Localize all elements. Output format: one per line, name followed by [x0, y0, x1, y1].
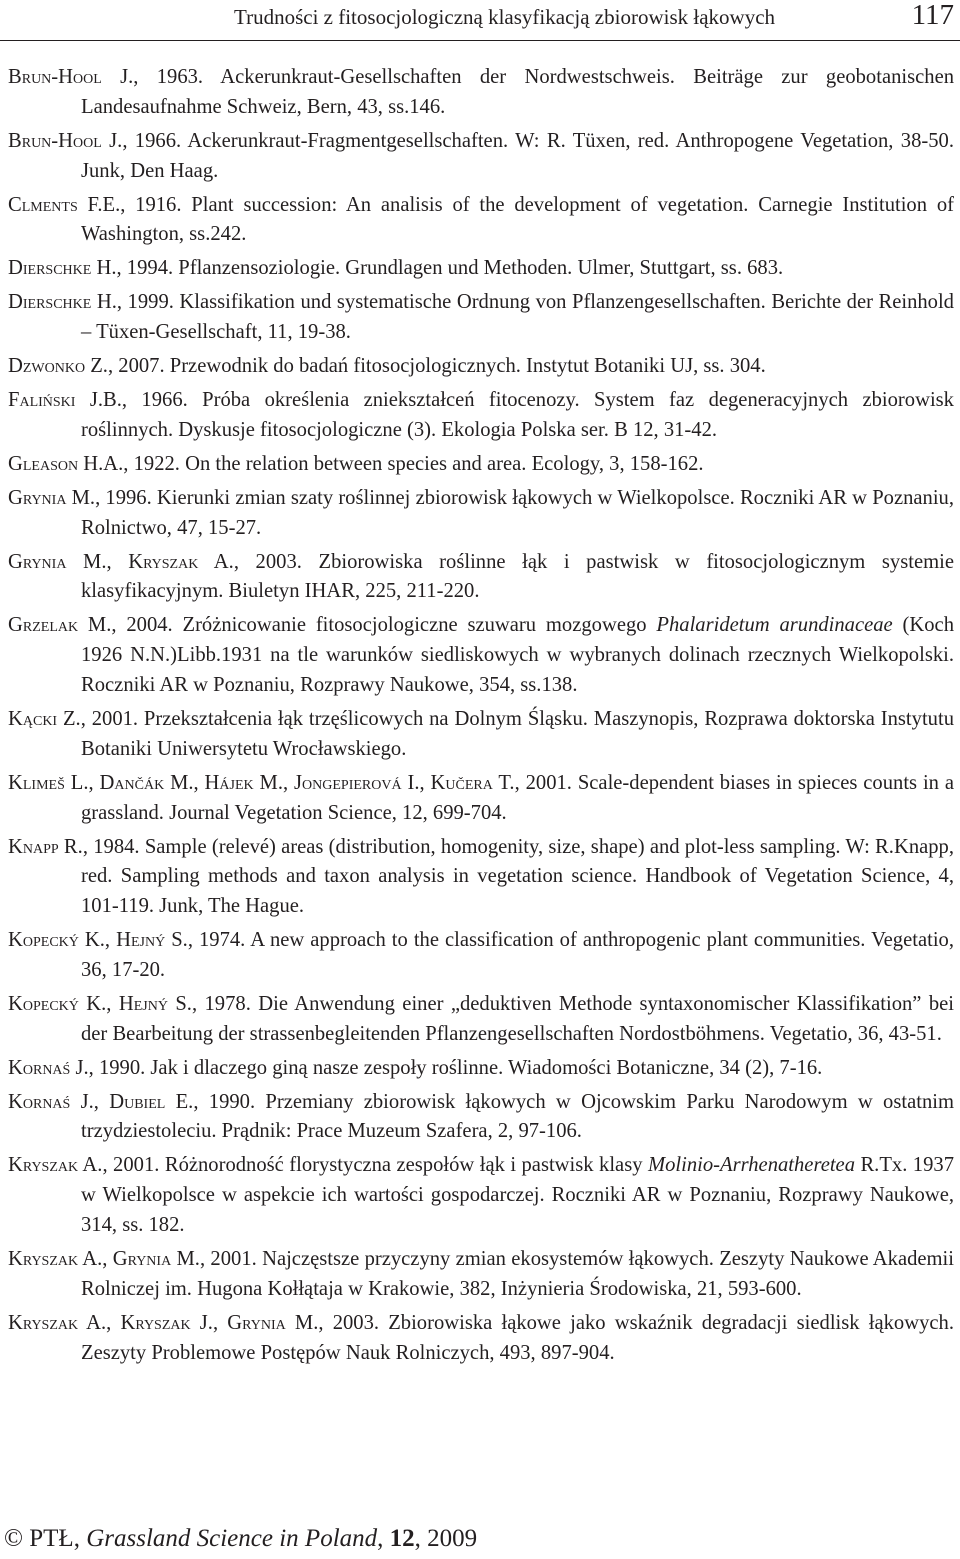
reference-text: , 1999. Klassifikation und systematische Ordnung von Pflanzengesellschaften. Berichte der Reinhold – Tüxen-Gesellschaft, 11, 19-38.	[81, 291, 954, 344]
reference-text: , 1966. Próba określenia zniekształceń fitocenozy. System faz degeneracyjnych zbiorowisk roślinnych. Dyskusje fitosocjologiczne (3). Ekologia Polska ser. B 12, 31-42.	[81, 389, 954, 441]
reference-authors: Kryszak A.	[8, 1154, 103, 1177]
reference-authors: Kryszak A., Kryszak J., Grynia M.	[8, 1311, 319, 1334]
footer-journal: Grassland Science in Poland	[86, 1525, 378, 1552]
reference-authors: Dzwonko Z.	[8, 355, 108, 378]
reference-entry	[8, 769, 954, 829]
reference-authors: Kopecký K., Hejný S.	[8, 992, 192, 1015]
reference-text: , 1990. Przemiany zbiorowisk łąkowych w Ojcowskim Parku Narodowym w ostatnim trzydziestoleciu. Prądnik: Prace Muzeum Szafera, 2, 97-106.	[81, 1090, 954, 1143]
reference-entry	[8, 611, 954, 700]
reference-authors: Dierschke H.	[8, 257, 117, 280]
reference-taxon-name: Molinio-Arrhenatheretea	[647, 1154, 855, 1177]
reference-text: , 2001. Przekształcenia łąk trzęślicowych na Dolnym Śląsku. Maszynopis, Rozprawa doktorska Instytutu Botaniki Uniwersytetu Wrocławskiego.	[80, 708, 954, 760]
reference-text: R.Tx. 1937 w Wielkopolsce w aspekcie ich wartości gospodarczej. Roczniki AR w Poznaniu, Rozprawy Naukowe, 314, ss. 182.	[81, 1154, 954, 1237]
footer-copyright: © PTŁ,	[4, 1525, 87, 1552]
reference-entry	[8, 1309, 954, 1369]
reference-text: , 2001. Najczęstsze przyczyny zmian ekosystemów łąkowych. Zeszyty Naukowe Akademii Rolniczej im. Hugona Kołłątaja w Krakowie, 382, Inżynieria Środowiska, 21, 593-600.	[81, 1248, 954, 1300]
reference-text: , 2001. Różnorodność florystyczna zespołów łąk i pastwisk klasy	[102, 1154, 648, 1177]
reference-authors: Knapp R.	[8, 835, 83, 858]
reference-text: , 1996. Kierunki zmian szaty roślinnej zbiorowisk łąkowych w Wielkopolsce. Roczniki AR w Poznaniu, Rolnictwo, 47, 15-27.	[81, 486, 954, 539]
reference-text: , 2001. Scale-dependent biases in spieces counts in a grassland. Journal Vegetation Science, 12, 699-704.	[81, 771, 954, 824]
reference-entry	[8, 705, 954, 765]
reference-text: , 2007. Przewodnik do badań fitosocjologicznych. Instytut Botaniki UJ, ss. 304.	[107, 355, 766, 378]
reference-text: , 2004. Zróżnicowanie fitosocjologiczne szuwaru mozgowego	[111, 614, 657, 637]
reference-text: , 1922. On the relation between species and area. Ecology, 3, 158-162.	[123, 452, 704, 475]
reference-authors: Faliński J.B.	[8, 389, 122, 412]
footer-separator: ,	[377, 1525, 390, 1552]
reference-entry	[8, 1054, 954, 1084]
reference-authors: Klimeš L., Dančák M., Hájek M., Jongepierová I., Kučera T.	[8, 771, 515, 794]
reference-entry	[8, 450, 954, 480]
reference-entry	[8, 352, 954, 382]
reference-entry	[8, 288, 954, 348]
page-number: 117	[911, 0, 954, 31]
running-header	[0, 0, 960, 41]
reference-authors: Grynia M., Kryszak A.	[8, 550, 234, 573]
reference-authors: Clments F.E.	[8, 193, 121, 216]
reference-authors: Brun-Hool J.	[8, 129, 123, 152]
reference-text: , 2003. Zbiorowiska łąkowe jako wskaźnik degradacji siedlisk łąkowych. Zeszyty Problemowe Postępów Nauk Rolniczych, 493, 897-904.	[81, 1311, 954, 1364]
reference-authors: Kryszak A., Grynia M.	[8, 1248, 200, 1271]
reference-entry	[8, 548, 954, 608]
reference-text: , 1994. Pflanzensoziologie. Grundlagen und Methoden. Ulmer, Stuttgart, ss. 683.	[116, 257, 784, 280]
reference-entry	[8, 63, 954, 123]
running-title: Trudności z fitosocjologiczną klasyfikacją zbiorowisk łąkowych	[234, 5, 776, 29]
reference-entry	[8, 1151, 954, 1240]
reference-authors: Kornaś J.	[8, 1056, 89, 1079]
footer-citation	[4, 1525, 477, 1553]
reference-authors: Brun-Hool J.	[8, 66, 134, 88]
reference-entry	[8, 1245, 954, 1305]
reference-authors: Grzelak M.	[8, 614, 112, 637]
reference-entry	[8, 926, 954, 986]
reference-entry	[8, 254, 954, 284]
reference-entry	[8, 990, 954, 1050]
reference-entry	[8, 833, 954, 922]
reference-text: , 1978. Die Anwendung einer „deduktiven Methode syntaxonomischer Klassifikation” bei der Bearbeitung der strassenbegleitenden Pflanzengesellschaften Nordostböhmens. Vegetatio, 36, 43-51.	[81, 992, 954, 1045]
reference-entry	[8, 484, 954, 544]
reference-entry	[8, 127, 954, 187]
reference-text: , 1974. A new approach to the classification of anthropogenic plant communities. Vegetatio, 36, 17-20.	[81, 929, 954, 981]
reference-entry	[8, 386, 954, 446]
reference-text: , 1990. Jak i dlaczego giną nasze zespoły roślinne. Wiadomości Botaniczne, 34 (2), 7-16.	[88, 1056, 823, 1079]
reference-taxon-name: Phalaridetum arundinaceae	[656, 614, 893, 637]
footer-year: , 2009	[414, 1525, 478, 1552]
reference-entry	[8, 1088, 954, 1148]
reference-text: , 2003. Zbiorowiska roślinne łąk i pastwisk w fitosocjologicznym systemie klasyfikacyjnym. Biuletyn IHAR, 225, 211-220.	[81, 550, 954, 603]
reference-entry	[8, 191, 954, 251]
footer-volume: 12	[389, 1525, 415, 1552]
reference-authors: Gleason H.A.	[8, 452, 124, 475]
reference-authors: Kornaś J., Dubiel E.	[8, 1090, 194, 1113]
reference-authors: Kopecký K., Hejný S.	[8, 929, 188, 952]
reference-list	[8, 63, 954, 1373]
reference-authors: Grynia M.	[8, 486, 96, 509]
reference-text: , 1966. Ackerunkraut-Fragmentgesellschaften. W: R. Tüxen, red. Anthropogene Vegetation, 38-50. Junk, Den Haag.	[81, 129, 954, 182]
reference-authors: Dierschke H.	[8, 291, 117, 314]
reference-text: (Koch 1926 N.N.)Libb.1931 na tle warunków siedliskowych w wybranych dolinach rzecznych Wielkopolski. Roczniki AR w Poznaniu, Rozprawy Naukowe, 354, ss.138.	[81, 614, 954, 697]
reference-text: , 1916. Plant succession: An analisis of the development of vegetation. Carnegie Institution of Washington, ss.242.	[81, 193, 954, 246]
reference-text: , 1963. Ackerunkraut-Gesellschaften der Nordwestschweis. Beiträge zur geobotanischen Landesaufnahme Schweiz, Bern, 43, ss.146.	[81, 66, 955, 118]
reference-text: , 1984. Sample (relevé) areas (distribution, homogenity, size, shape) and plot-less sampling. W: R.Knapp, red. Sampling methods and taxon analysis in vegetation science. Handbook of Vegetation Science, 4, 101-119. Junk, The Hague.	[81, 835, 954, 918]
reference-authors: Kącki Z.	[8, 708, 81, 730]
